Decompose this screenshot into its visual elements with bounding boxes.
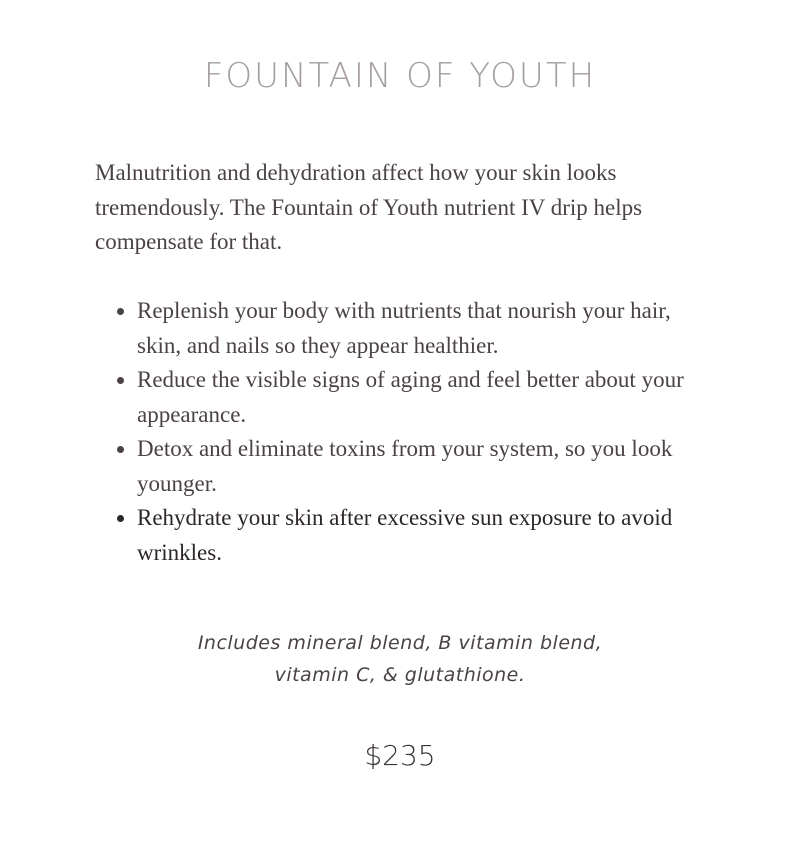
list-item: • Replenish your body with nutrients that nourish your hair, skin, and nails so they appear healthier. <box>137 294 705 363</box>
list-item: • Reduce the visible signs of aging and feel better about your appearance. <box>137 363 705 432</box>
list-item: • Detox and eliminate toxins from your system, so you look younger. <box>137 432 705 501</box>
ingredients-line: vitamin C, & glutathione. <box>274 664 526 686</box>
product-description: Malnutrition and dehydration affect how your skin looks tremendously. The Fountain of Youth nutrient IV drip helps compensate for that. <box>95 160 643 254</box>
ingredients-note <box>0 627 800 691</box>
price: $235 <box>364 739 436 772</box>
list-item: • Rehydrate your skin after excessive sun exposure to avoid wrinkles. <box>137 501 705 570</box>
product-title: FOUNTAIN OF YOUTH <box>203 56 597 96</box>
benefits-list <box>95 294 705 570</box>
ingredients-line: Includes mineral blend, B vitamin blend, <box>197 632 603 654</box>
